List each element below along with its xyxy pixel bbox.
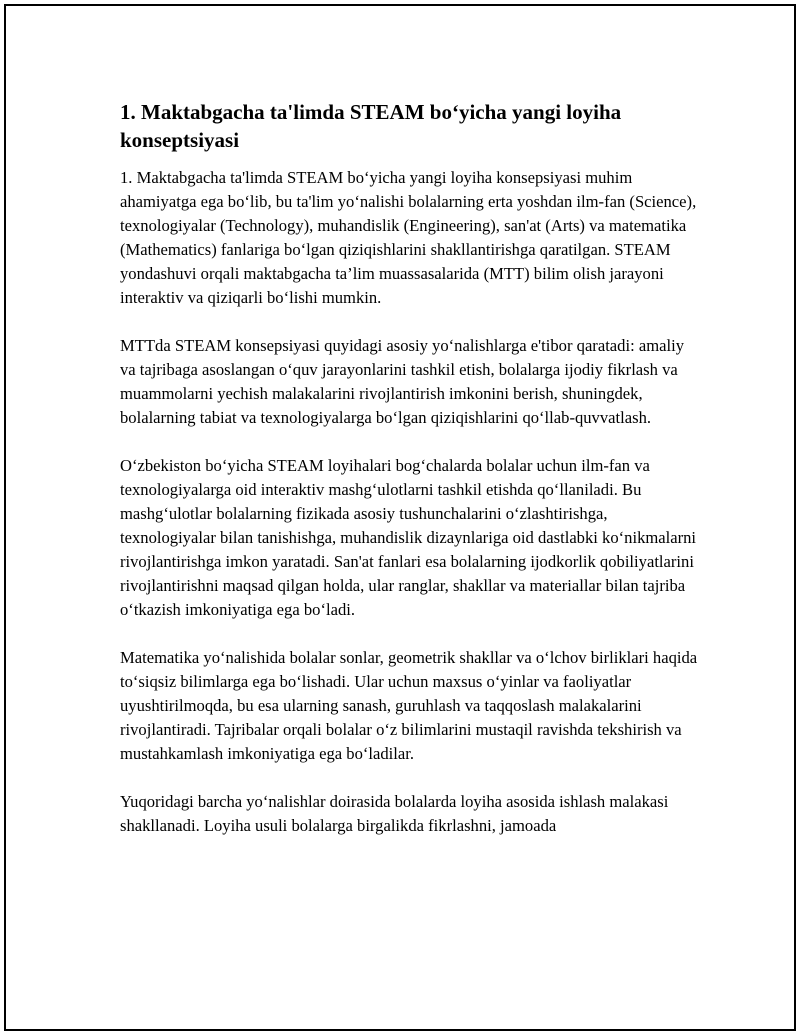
paragraph-5: Yuqoridagi barcha yo‘nalishlar doirasida bolalarda loyiha asosida ishlash malakasi shakllanadi. Loyiha usuli bolalarga birgalikda fikrlashni, jamoada xyxy=(120,792,669,835)
paragraph-4: Matematika yo‘nalishida bolalar sonlar, geometrik shakllar va o‘lchov birliklari haqida to‘siqsiz bilimlarga ega bo‘lishadi. Ular uchun maxsus o‘yinlar va faoliyatlar uyushtirilmoqda, bu esa ularning sanash, guruhlash va taqqoslash malakalarini rivojlantiradi. Tajribalar orqali bolalar o‘z bilimlarini mustaqil ravishda tekshirish va mustahkamlash imkoniyatiga ega bo‘ladilar. xyxy=(120,648,698,763)
document-title: 1. Maktabgacha ta'limda STEAM bo‘yicha yangi loyiha konseptsiyasi xyxy=(120,100,622,152)
page-frame xyxy=(4,4,796,1031)
paragraph-1: 1. Maktabgacha ta'limda STEAM bo‘yicha yangi loyiha konsepsiyasi muhim ahamiyatga ega bo‘lib, bu ta'lim yo‘nalishi bolalarning erta yoshdan ilm-fan (Science), texnologiyalar (Technology), muhandislik (Engineering), san'at (Arts) va matematika (Mathematics) fanlariga bo‘lgan qiziqishlarini shakllantirishga qaratilgan. STEAM yondashuvi orqali maktabgacha ta’lim muassasalarida (MTT) bilim olish jarayoni interaktiv va qiziqarli bo‘lishi mumkin. xyxy=(120,168,697,307)
paragraph-2: MTTda STEAM konsepsiyasi quyidagi asosiy yo‘nalishlarga e'tibor qaratadi: amaliy va tajribaga asoslangan o‘quv jarayonlarini tashkil etish, bolalarga ijodiy fikrlash va muammolarni yechish malakalarini rivojlantirish imkonini berish, shuningdek, bolalarning tabiat va texnologiyalarga bo‘lgan qiziqishlarini qo‘llab-quvvatlash. xyxy=(120,336,684,427)
paragraph-3: O‘zbekiston bo‘yicha STEAM loyihalari bog‘chalarda bolalar uchun ilm-fan va texnologiyalarga oid interaktiv mashg‘ulotlarni tashkil etishda qo‘llaniladi. Bu mashg‘ulotlar bolalarning fizikada asosiy tushunchalarini o‘zlashtirishga, texnologiyalar bilan tanishishga, muhandislik dizaynlariga oid dastlabki ko‘nikmalarni rivojlantirishga imkon yaratadi. San'at fanlari esa bolalarning ijodkorlik qobiliyatlarini rivojlantirishni maqsad qilgan holda, ular ranglar, shakllar va materiallar bilan tajriba o‘tkazish imkoniyatiga ega bo‘ladi. xyxy=(120,456,697,619)
document-body xyxy=(120,98,700,862)
